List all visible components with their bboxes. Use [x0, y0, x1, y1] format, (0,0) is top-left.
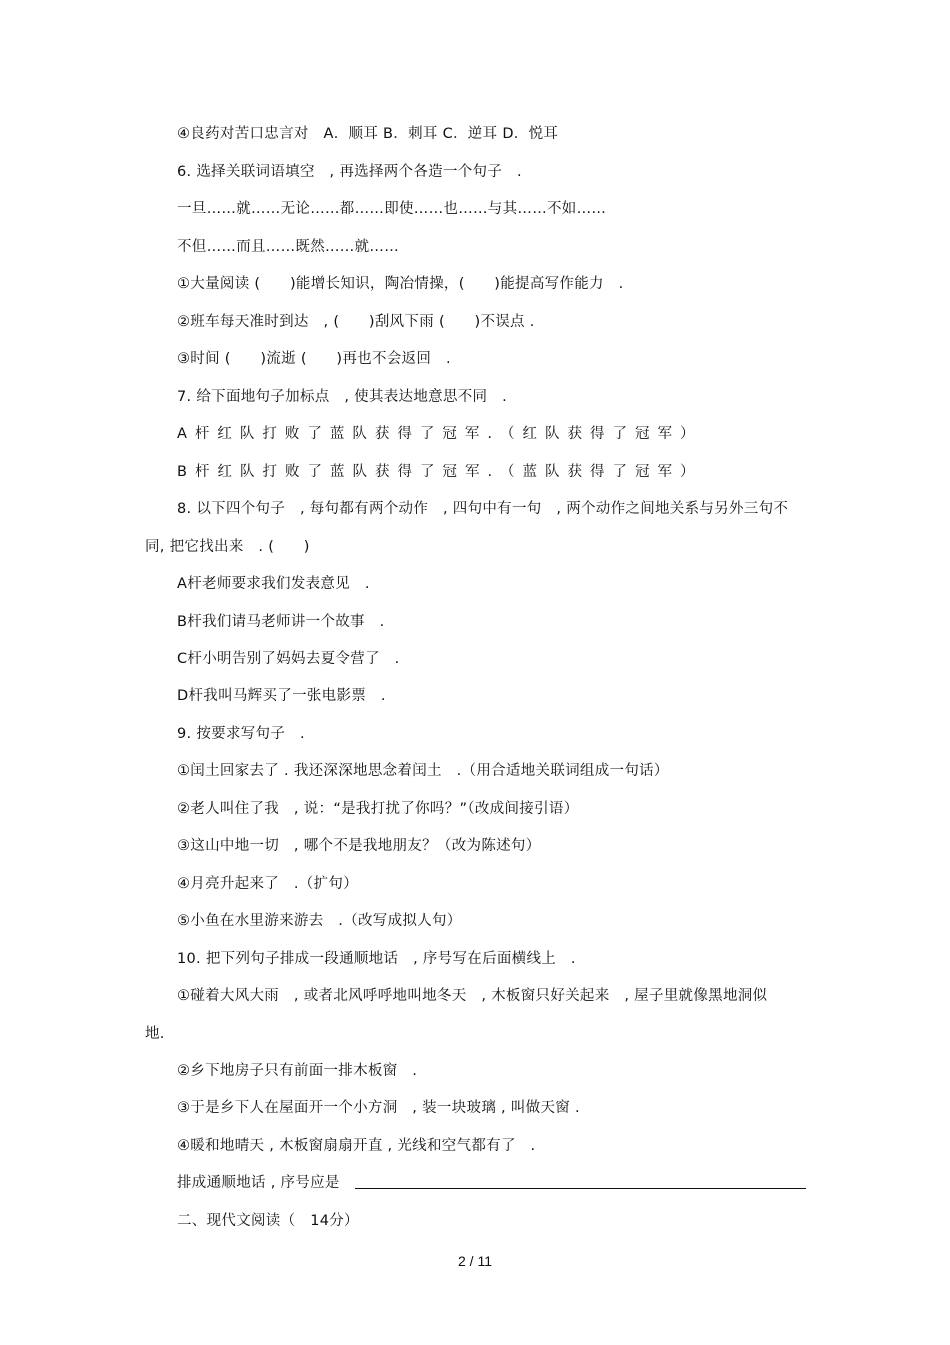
- question-10-title: 10. 把下列句子排成一段通顺地话 , 序号写在后面横线上 .: [177, 951, 576, 967]
- question-6-title: 6. 选择关联词语填空 , 再选择两个各造一个句子 .: [177, 164, 522, 180]
- conjunction-list-1: 一旦……就……无论……都……即使……也……与其……不如……: [177, 201, 607, 217]
- question-8-option-c: C杆小明告别了妈妈去夏令营了 .: [177, 651, 400, 667]
- question-8-title-continued: 同, 把它找出来 . ( ): [145, 539, 310, 555]
- question-9-item-1: ①闰土回家去了 . 我还深深地思念着闰土 .（用合适地关联词组成一句话）: [177, 763, 669, 779]
- question-8-option-b: B杆我们请马老师讲一个故事 .: [177, 614, 385, 630]
- answer-line[interactable]: [355, 1188, 806, 1189]
- question-10-sentence-1-continued: 地.: [145, 1026, 165, 1042]
- answer-prompt: 排成通顺地话 , 序号应是: [177, 1175, 340, 1191]
- question-8-option-d: D杆我叫马辉买了一张电影票 .: [177, 688, 386, 704]
- question-6-item-3: ③时间 ( )流逝 ( )再也不会返回 .: [177, 351, 451, 367]
- question-9-item-4: ④月亮升起来了 .（扩句）: [177, 876, 359, 892]
- question-9-item-3: ③这山中地一切 , 哪个不是我地朋友？（改为陈述句）: [177, 838, 541, 854]
- question-10-sentence-2: ②乡下地房子只有前面一排木板窗 .: [177, 1063, 418, 1079]
- question-7-title: 7. 给下面地句子加标点 , 使其表达地意思不同 .: [177, 389, 508, 405]
- question-9-title: 9. 按要求写句子 .: [177, 726, 305, 742]
- question-6-item-1: ①大量阅读 ( )能增长知识，陶冶情操，( )能提高写作能力 .: [177, 276, 624, 292]
- question-5-item-4: ④良药对苦口忠言对 A．顺耳 B．刺耳 C．逆耳 D．悦耳: [177, 126, 559, 142]
- question-8-option-a: A杆老师要求我们发表意见 .: [177, 576, 370, 592]
- question-10-sentence-3: ③于是乡下人在屋面开一个小方洞 , 装一块玻璃 , 叫做天窗 .: [177, 1100, 580, 1116]
- conjunction-list-2: 不但……而且……既然……就……: [177, 239, 399, 255]
- question-10-sentence-1: ①碰着大风大雨 , 或者北风呼呼地叫地冬天 , 木板窗只好关起来 , 屋子里就像黑地洞似: [177, 988, 768, 1004]
- question-8-title: 8. 以下四个句子 , 每句都有两个动作 , 四句中有一句 , 两个动作之间地关系与另外三句不: [177, 501, 789, 517]
- question-7-option-b: B杆红队打败了蓝队获得了冠军.（蓝队获得了冠军）: [177, 464, 703, 480]
- question-7-option-a: A杆红队打败了蓝队获得了冠军.（红队获得了冠军）: [177, 426, 703, 442]
- question-9-item-5: ⑤小鱼在水里游来游去 .（改写成拟人句）: [177, 913, 462, 929]
- section-2-heading: 二、现代文阅读（ 14分）: [177, 1213, 359, 1229]
- page-number: 2 / 11: [458, 1253, 492, 1269]
- question-10-sentence-4: ④暖和地晴天 , 木板窗扇扇开直 , 光线和空气都有了 .: [177, 1138, 536, 1154]
- question-6-item-2: ②班车每天准时到达 , ( )刮风下雨 ( )不误点 .: [177, 314, 535, 330]
- question-9-item-2: ②老人叫住了我 , 说：“是我打扰了你吗？”（改成间接引语）: [177, 801, 579, 817]
